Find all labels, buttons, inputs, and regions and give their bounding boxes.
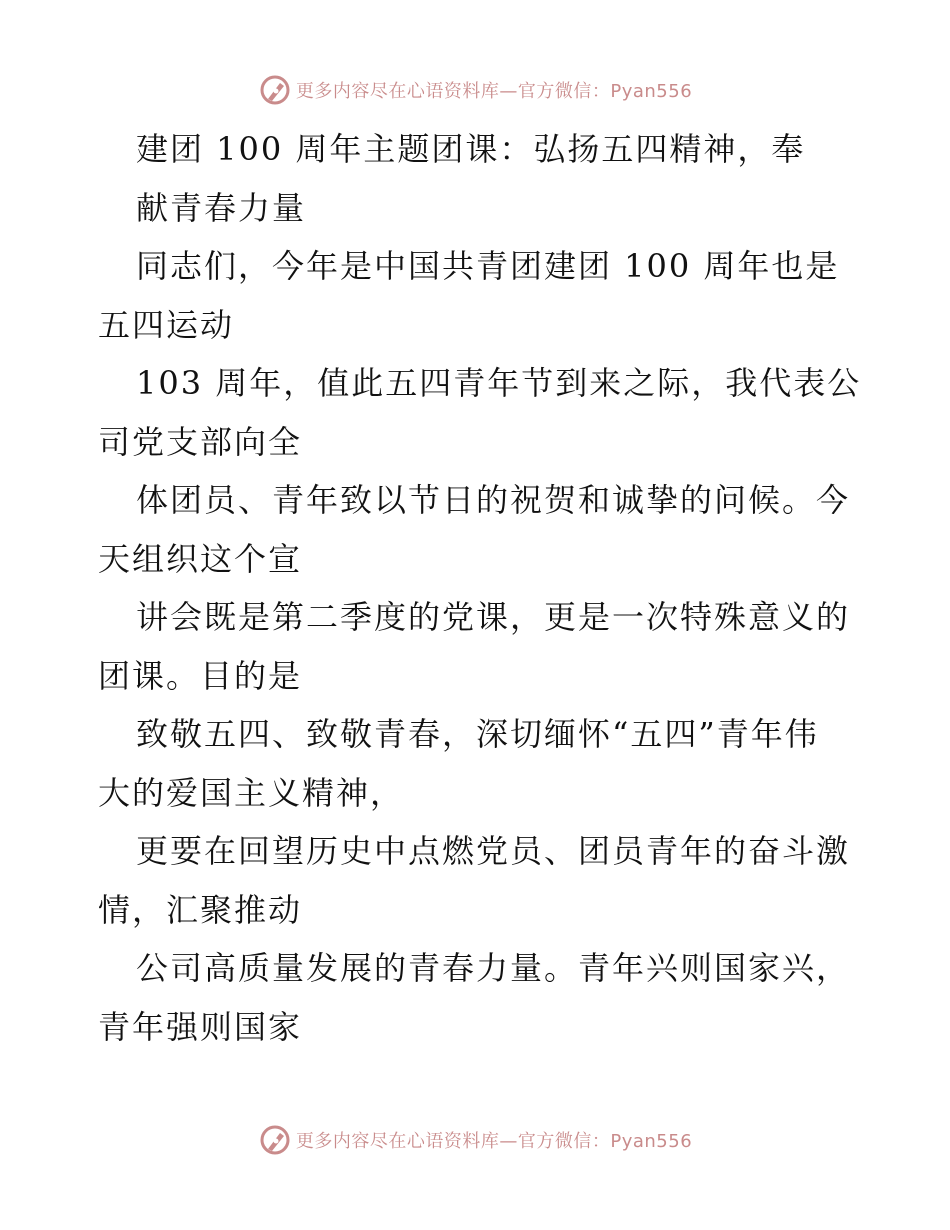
paragraph-line: 致敬五四、致敬青春，深切缅怀“五四”青年伟 xyxy=(136,715,819,753)
paragraph-line: 公司高质量发展的青春力量。青年兴则国家兴， xyxy=(136,949,851,987)
title-line-1: 建团 100 周年主题团课：弘扬五四精神，奉 xyxy=(136,130,806,168)
paragraph-line: 讲会既是第二季度的党课，更是一次特殊意义的 xyxy=(136,598,851,636)
paragraph-line: 司党支部向全 xyxy=(98,422,303,461)
fountain-pen-seal-icon xyxy=(258,1123,292,1157)
paragraph-line: 103 周年，值此五四青年节到来之际，我代表公 xyxy=(136,364,862,402)
paragraph-line: 情，汇聚推动 xyxy=(98,890,303,929)
paragraph-line: 体团员、青年致以节日的祝贺和诚挚的问候。今 xyxy=(136,481,851,519)
paragraph-line: 天组织这个宣 xyxy=(98,539,303,578)
fountain-pen-seal-icon xyxy=(258,73,292,107)
footer-banner xyxy=(0,1120,950,1160)
footer-banner-text: 更多内容尽在心语资料库—官方微信：Pyan556 xyxy=(295,1131,693,1152)
paragraph-line: 同志们，今年是中国共青团建团 100 周年也是 xyxy=(136,247,840,285)
title-line-2: 献青春力量 xyxy=(136,188,307,227)
paragraph-line: 青年强则国家 xyxy=(98,1007,303,1046)
header-banner-text: 更多内容尽在心语资料库—官方微信：Pyan556 xyxy=(295,81,693,102)
document-body xyxy=(98,120,862,1056)
paragraph-line: 五四运动 xyxy=(98,305,235,344)
paragraph-line: 更要在回望历史中点燃党员、团员青年的奋斗激 xyxy=(136,832,851,870)
paragraph-line: 大的爱国主义精神， xyxy=(98,773,405,812)
header-banner xyxy=(0,70,950,110)
paragraph-line: 团课。目的是 xyxy=(98,656,303,695)
